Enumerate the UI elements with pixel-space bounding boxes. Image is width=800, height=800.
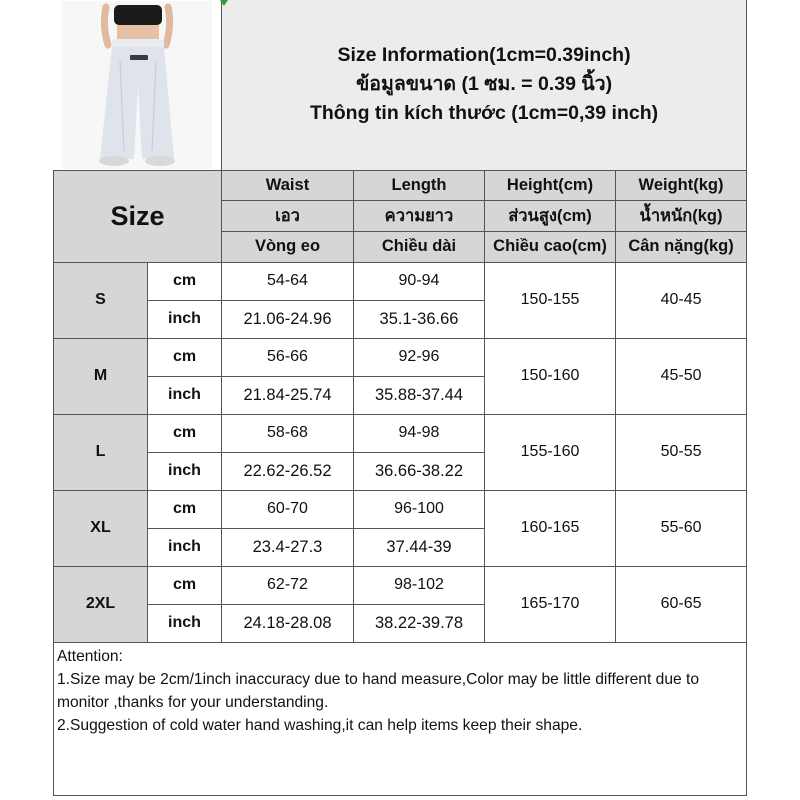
waist-cm: 60-70 xyxy=(222,490,354,528)
title-vietnamese: Thông tin kích thước (1cm=0,39 inch) xyxy=(309,102,659,125)
unit-cm: cm xyxy=(148,262,222,300)
weight-header-en: Weight(kg) xyxy=(616,170,747,200)
length-cm: 94-98 xyxy=(354,414,485,452)
product-photo-cell xyxy=(54,0,222,170)
title-thai: ข้อมูลขนาด (1 ซม. = 0.39 นิ้ว) xyxy=(355,73,613,96)
length-inch: 37.44-39 xyxy=(354,528,485,566)
waist-cm: 56-66 xyxy=(222,338,354,376)
weight-header-vi: Cân nặng(kg) xyxy=(616,231,747,262)
waist-header-vi: Vòng eo xyxy=(222,231,354,262)
unit-cm: cm xyxy=(148,414,222,452)
unit-inch: inch xyxy=(148,300,222,338)
waist-cm: 58-68 xyxy=(222,414,354,452)
length-header-th: ความยาว xyxy=(354,200,485,231)
size-chart xyxy=(53,0,746,800)
table-row xyxy=(54,262,747,300)
waist-header-en: Waist xyxy=(222,170,354,200)
height-header-th: ส่วนสูง(cm) xyxy=(485,200,616,231)
waist-header-th: เอว xyxy=(222,200,354,231)
unit-inch: inch xyxy=(148,452,222,490)
waist-inch: 24.18-28.08 xyxy=(222,604,354,642)
height-range: 150-155 xyxy=(485,262,616,338)
waist-inch: 22.62-26.52 xyxy=(222,452,354,490)
weight-range: 40-45 xyxy=(616,262,747,338)
table-row xyxy=(54,566,747,604)
table-row xyxy=(54,414,747,452)
model-wearing-white-sweatpants-photo xyxy=(62,1,212,169)
waist-inch: 23.4-27.3 xyxy=(222,528,354,566)
height-header-en: Height(cm) xyxy=(485,170,616,200)
table-row xyxy=(54,490,747,528)
length-inch: 35.1-36.66 xyxy=(354,300,485,338)
length-inch: 38.22-39.78 xyxy=(354,604,485,642)
length-cm: 96-100 xyxy=(354,490,485,528)
size-info-title xyxy=(222,0,747,170)
unit-inch: inch xyxy=(148,528,222,566)
height-range: 155-160 xyxy=(485,414,616,490)
length-inch: 35.88-37.44 xyxy=(354,376,485,414)
length-header-en: Length xyxy=(354,170,485,200)
unit-cm: cm xyxy=(148,490,222,528)
waist-cm: 62-72 xyxy=(222,566,354,604)
height-range: 165-170 xyxy=(485,566,616,642)
height-range: 160-165 xyxy=(485,490,616,566)
size-name: S xyxy=(54,262,148,338)
length-cm: 90-94 xyxy=(354,262,485,300)
weight-range: 45-50 xyxy=(616,338,747,414)
length-header-vi: Chiều dài xyxy=(354,231,485,262)
notes-line-2: 2.Suggestion of cold water hand washing,it can help items keep their shape. xyxy=(57,716,583,734)
unit-cm: cm xyxy=(148,338,222,376)
waist-inch: 21.06-24.96 xyxy=(222,300,354,338)
length-inch: 36.66-38.22 xyxy=(354,452,485,490)
length-cm: 98-102 xyxy=(354,566,485,604)
waist-inch: 21.84-25.74 xyxy=(222,376,354,414)
size-table xyxy=(53,0,747,796)
weight-range: 60-65 xyxy=(616,566,747,642)
weight-range: 50-55 xyxy=(616,414,747,490)
length-cm: 92-96 xyxy=(354,338,485,376)
size-name: L xyxy=(54,414,148,490)
size-name: M xyxy=(54,338,148,414)
table-row xyxy=(54,338,747,376)
waist-cm: 54-64 xyxy=(222,262,354,300)
corner-mark xyxy=(220,0,228,6)
height-header-vi: Chiều cao(cm) xyxy=(485,231,616,262)
height-range: 150-160 xyxy=(485,338,616,414)
unit-inch: inch xyxy=(148,604,222,642)
title-english: Size Information(1cm=0.39inch) xyxy=(337,44,631,67)
attention-notes xyxy=(54,642,747,795)
unit-cm: cm xyxy=(148,566,222,604)
weight-range: 55-60 xyxy=(616,490,747,566)
notes-heading: Attention: xyxy=(57,647,123,665)
size-name: 2XL xyxy=(54,566,148,642)
notes-line-1: 1.Size may be 2cm/1inch inaccuracy due to hand measure,Color may be little different due to monitor ,thanks for your understanding. xyxy=(57,670,700,711)
model-photo xyxy=(62,1,212,169)
unit-inch: inch xyxy=(148,376,222,414)
weight-header-th: น้ำหนัก(kg) xyxy=(616,200,747,231)
size-name: XL xyxy=(54,490,148,566)
size-header: Size xyxy=(54,170,222,262)
